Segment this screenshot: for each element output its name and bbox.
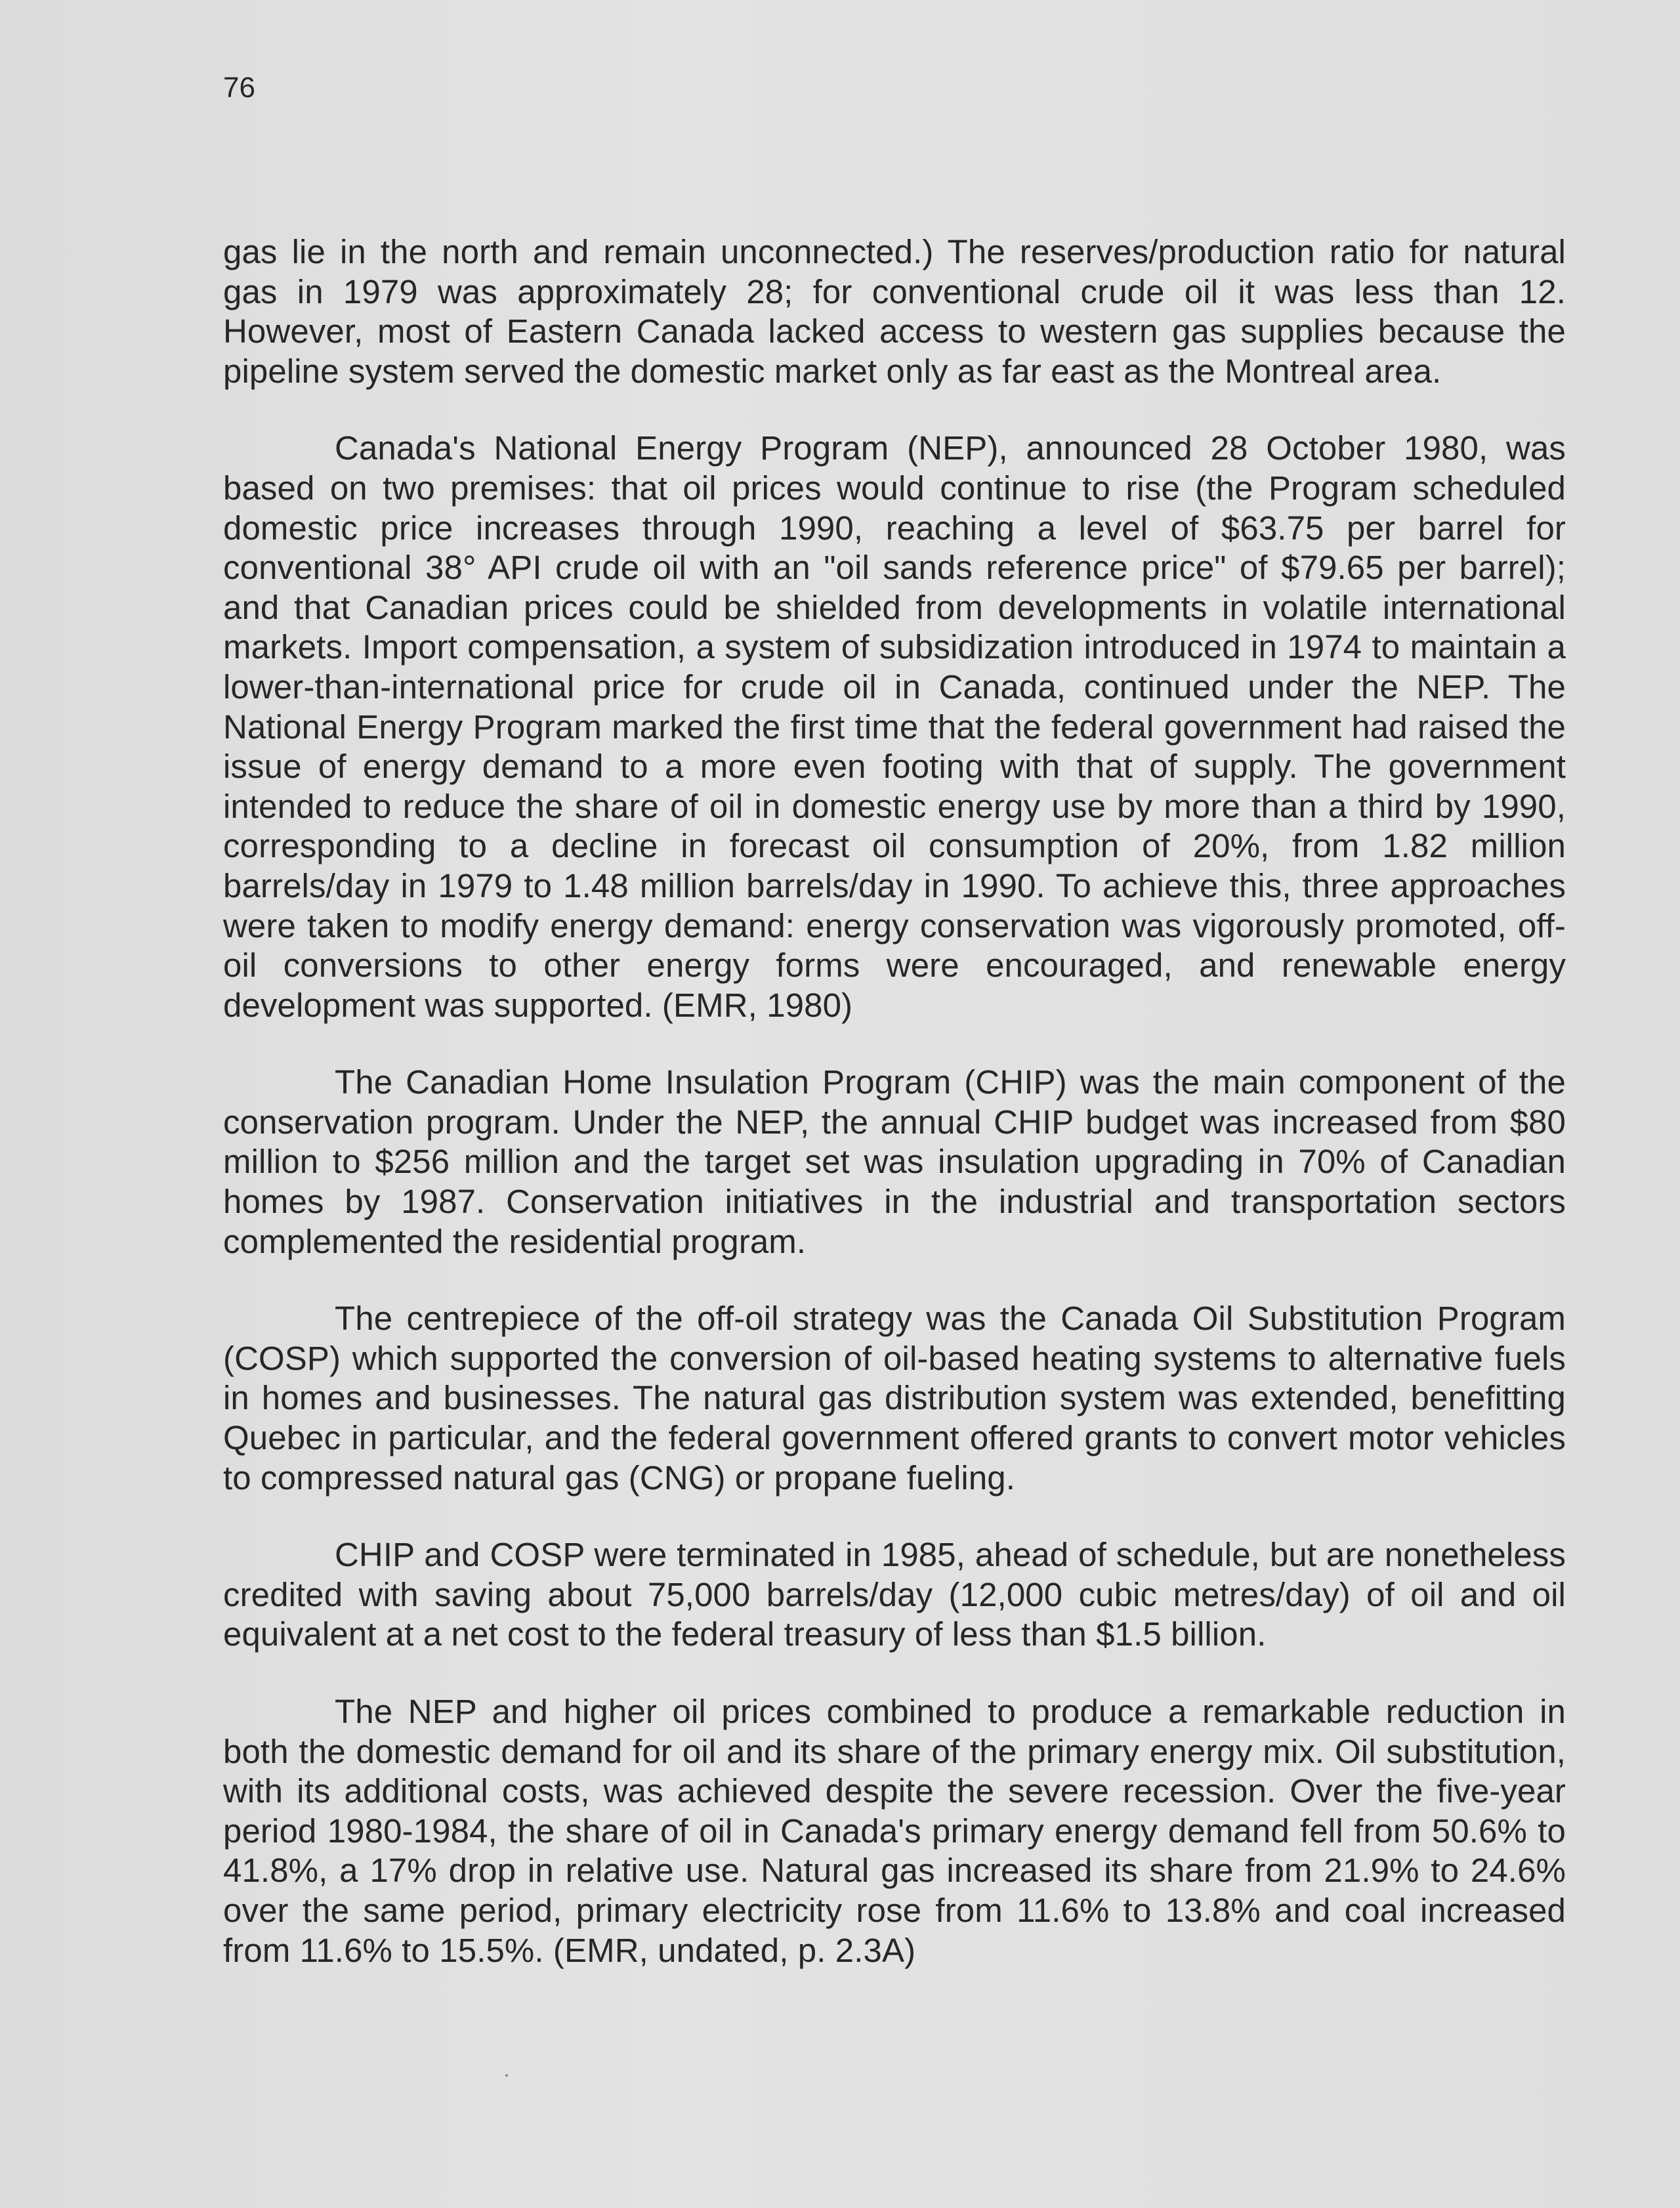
page-number: 76	[223, 72, 255, 104]
body-text	[223, 232, 1566, 1970]
paragraph-cosp: The centrepiece of the off-oil strategy was the Canada Oil Substitution Program (COSP) which supported the conversion of oil-based heating systems to alternative fuels in homes and businesses. The natural gas distribution system was extended, benefitting Quebec in particular, and the federal government offered grants to convert motor vehicles to compressed natural gas (CNG) or propane fueling.	[223, 1300, 1566, 1497]
paragraph-oil-reduction: The NEP and higher oil prices combined to produce a remarkable reduction in both the domestic demand for oil and its share of the primary energy mix. Oil substitution, with its additional costs, was achieved despite the severe recession. Over the five-year period 1980-1984, the share of oil in Canada's primary energy demand fell from 50.6% to 41.8%, a 17% drop in relative use. Natural gas increased its share from 21.9% to 24.6% over the same period, primary electricity rose from 11.6% to 13.8% and coal increased from 11.6% to 15.5%. (EMR, undated, p. 2.3A)	[223, 1693, 1566, 1969]
paragraph-reserves: gas lie in the north and remain unconnected.) The reserves/production ratio for natural gas in 1979 was approximately 28; for conventional crude oil it was less than 12. However, most of Eastern Canada lacked access to western gas supplies because the pipeline system served the domestic market only as far east as the Montreal area.	[223, 233, 1566, 390]
paragraph-nep: Canada's National Energy Program (NEP), announced 28 October 1980, was based on two premises: that oil prices would continue to rise (the Program scheduled domestic price increases through 1990, reaching a level of $63.75 per barrel for conventional 38° API crude oil with an "oil sands reference price" of $79.65 per barrel); and that Canadian prices could be shielded from developments in volatile international markets. Import compensation, a system of subsidization introduced in 1974 to maintain a lower-than-international price for crude oil in Canada, continued under the NEP. The National Energy Program marked the first time that the federal government had raised the issue of energy demand to a more even footing with that of supply. The government intended to reduce the share of oil in domestic energy use by more than a third by 1990, corresponding to a decline in forecast oil consumption of 20%, from 1.82 million barrels/day in 1979 to 1.48 million barrels/day in 1990. To achieve this, three approaches were taken to modify energy demand: energy conservation was vigorously promoted, off-oil conversions to other energy forms were encouraged, and renewable energy development was supported. (EMR, 1980)	[223, 429, 1566, 1024]
paragraph-termination: CHIP and COSP were terminated in 1985, ahead of schedule, but are nonetheless credited with saving about 75,000 barrels/day (12,000 cubic metres/day) of oil and oil equivalent at a net cost to the federal treasury of less than $1.5 billion.	[223, 1536, 1566, 1653]
paragraph-chip: The Canadian Home Insulation Program (CHIP) was the main component of the conservation program. Under the NEP, the annual CHIP budget was increased from $80 million to $256 million and the target set was insulation upgrading in 70% of Canadian homes by 1987. Conservation initiatives in the industrial and transportation sectors complemented the residential program.	[223, 1063, 1566, 1260]
paper-speck	[505, 2074, 508, 2077]
